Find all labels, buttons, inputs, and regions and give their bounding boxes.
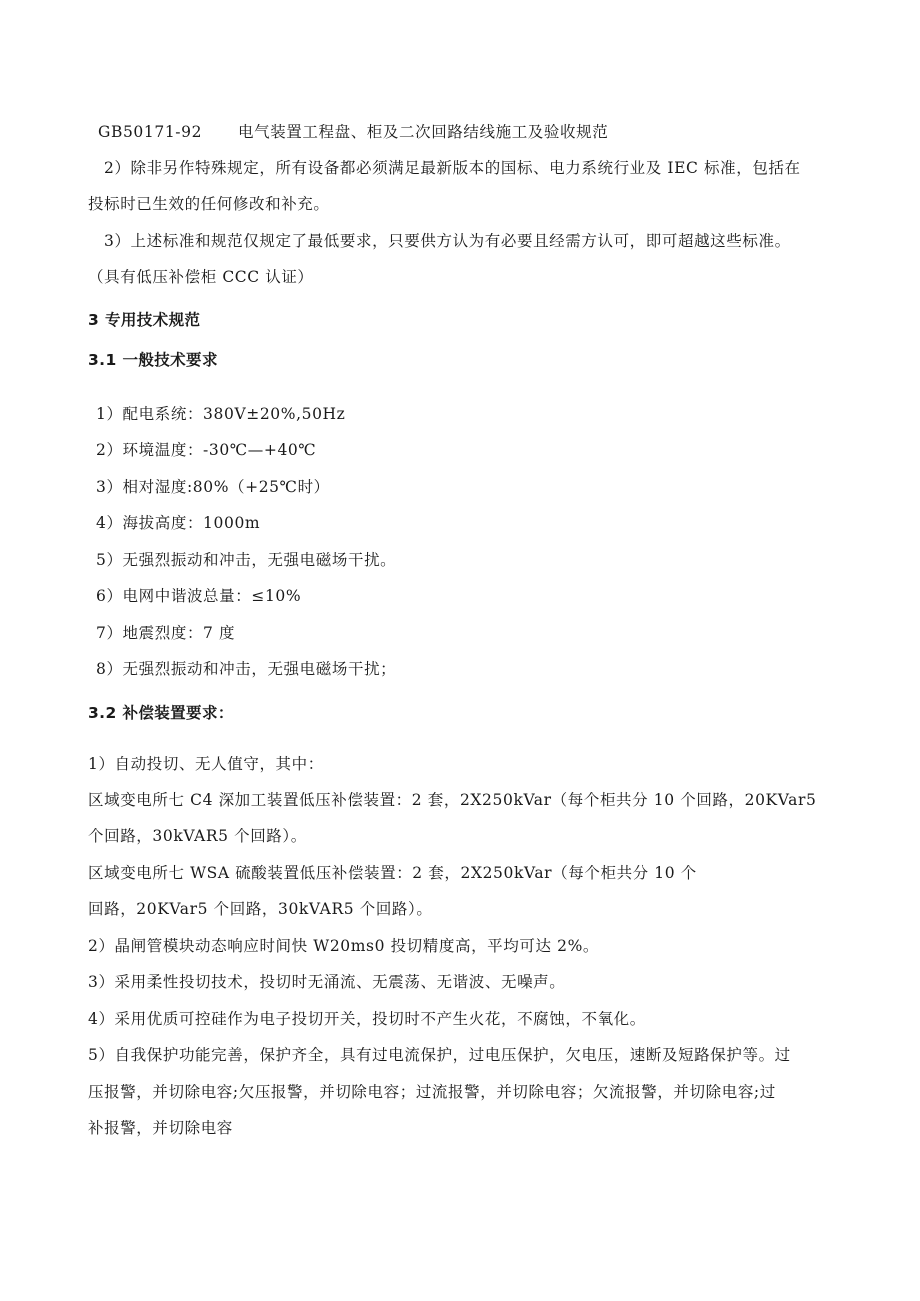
compensation-line: 个回路，30kVAR5 个回路）。 [88,827,307,845]
standard-code: GB50171-92 [98,123,203,141]
compensation-line: 1）自动投切、无人值守，其中： [88,755,324,773]
section-heading-3: 3 专用技术规范 [88,311,201,329]
compensation-line: 压报警，并切除电容;欠压报警，并切除电容；过流报警，并切除电容；欠流报警，并切除电容;过 [88,1083,776,1101]
general-note: 3）上述标准和规范仅规定了最低要求，只要供方认为有必要且经需方认可，即可超越这些标准。 [104,232,791,250]
requirement-item: 1）配电系统：380V±20%,50Hz [96,405,346,423]
section-heading-3-1: 3.1 一般技术要求 [88,351,218,369]
compensation-line: 区域变电所七 WSA 硫酸装置低压补偿装置：2 套，2X250kVar（每个柜共分 10 个 [88,864,697,882]
compensation-line: 4）采用优质可控硅作为电子投切开关，投切时不产生火花，不腐蚀，不氧化。 [88,1010,646,1028]
compensation-line: 区域变电所七 C4 深加工装置低压补偿装置：2 套，2X250kVar（每个柜共分 10 个回路，20KVar5 [88,791,817,809]
compensation-line: 2）晶闸管模块动态响应时间快 W20ms0 投切精度高，平均可达 2%。 [88,937,600,955]
requirement-item: 3）相对湿度:80%（+25℃时） [96,478,330,496]
section-heading-3-2: 3.2 补偿装置要求： [88,704,234,722]
compensation-line: 回路，20KVar5 个回路，30kVAR5 个回路）。 [88,900,433,918]
requirement-item: 4）海拔高度：1000m [96,514,261,532]
compensation-line: 5）自我保护功能完善，保护齐全，具有过电流保护，过电压保护，欠电压，速断及短路保护等。过 [88,1046,791,1064]
requirement-item: 2）环境温度：-30℃—+40℃ [96,441,317,459]
standard-title: 电气装置工程盘、柜及二次回路结线施工及验收规范 [238,123,609,141]
requirement-item: 6）电网中谐波总量：≤10% [96,587,302,605]
requirement-item: 7）地震烈度：7 度 [96,624,236,642]
requirement-item: 8）无强烈振动和冲击，无强电磁场干扰； [96,660,397,678]
general-note: （具有低压补偿柜 CCC 认证） [88,268,314,286]
requirement-item: 5）无强烈振动和冲击，无强电磁场干扰。 [96,551,397,569]
compensation-line: 3）采用柔性投切技术，投切时无涌流、无震荡、无谐波、无噪声。 [88,973,566,991]
general-note: 2）除非另作特殊规定，所有设备都必须满足最新版本的国标、电力系统行业及 IEC 标准，包括在 [104,159,801,177]
general-note: 投标时已生效的任何修改和补充。 [88,195,330,213]
compensation-line: 补报警，并切除电容 [88,1119,233,1137]
